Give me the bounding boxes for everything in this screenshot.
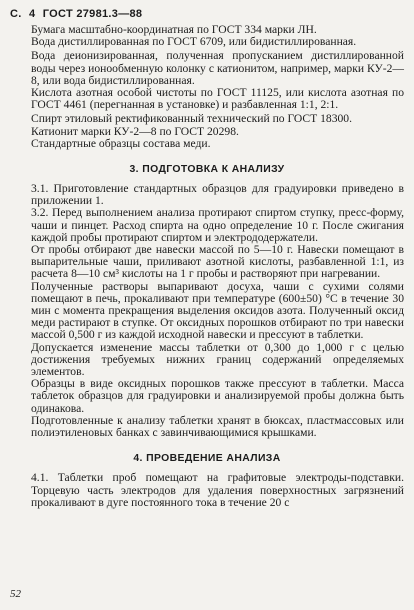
- section-3-paragraph: Допускается изменение массы таблетки от 0,300 до 1,000 г с целью достижения требуемых нижних границ содержаний определяемых элементов.: [31, 340, 404, 379]
- section-3-paragraph: Полученные растворы выпаривают досуха, чаши с сухими солями помещают в печь, прокаливают при температуре (600±50) °С в течение 30 мин с момента прекращения выделения оксидов азота. Полученный оксид меди растирают в ступке. От оксидных порошков отбирают по три навески массой 0,500 г из каждой исходной навески и прессуют в таблетки.: [31, 279, 404, 342]
- material-item: Спирт этиловый ректификованный технический по ГОСТ 18300.: [31, 112, 353, 126]
- section-3-paragraph: 3.2. Перед выполнением анализа протирают спиртом ступку, пресс-форму, чаши и пинцет. Расход спирта на одно определение 10 г. После сжигания каждой пробы протирают спиртом и электрододержатели.: [31, 206, 404, 244]
- section-3-paragraph: 3.1. Приготовление стандартных образцов для градуировки приведено в приложении 1.: [31, 182, 404, 208]
- material-item: Вода деионизированная, полученная пропусканием дистиллированной воды через ионообменную колонку с катионитом, например, марки КУ-2—8, или вода бидистиллированная.: [31, 49, 404, 87]
- running-header: [10, 8, 142, 20]
- section-4-paragraph: 4.1. Таблетки проб помещают на графитовые электроды-подставки. Торцевую часть электродов для удаления поверхностных загрязнений прокаливают в дуге постоянного тока в течение 20 с: [31, 471, 404, 509]
- material-item: Бумага масштабно-координатная по ГОСТ 334 марки ЛН.: [31, 23, 317, 36]
- section-3-heading: 3. ПОДГОТОВКА К АНАЛИЗУ: [129, 164, 285, 176]
- material-item: Катионит марки КУ-2—8 по ГОСТ 20298.: [31, 124, 239, 138]
- page-number-header: 4: [28, 8, 36, 20]
- section-4-heading: 4. ПРОВЕДЕНИЕ АНАЛИЗА: [133, 453, 281, 465]
- material-item: Вода дистиллированная по ГОСТ 6709, или бидистиллированная.: [31, 35, 357, 49]
- section-3-paragraph: Подготовленные к анализу таблетки хранят в бюксах, пластмассовых или полиэтиленовых банках с завинчивающимися крышками.: [31, 413, 404, 440]
- material-item: Стандартные образцы состава меди.: [31, 136, 211, 150]
- document-body: [0, 24, 414, 509]
- page-prefix: С.: [10, 8, 22, 20]
- material-item: Кислота азотная особой чистоты по ГОСТ 11125, или кислота азотная по ГОСТ 4461 (перегнанная в установке) и разбавленная 1:1, 2:1.: [31, 86, 404, 112]
- section-3-paragraph: От пробы отбирают две навески массой по 5—10 г. Навески помещают в выпарительные чаши, приливают азотной кислоты, разбавленной 1:1, из расчета 8—10 см³ кислоты на 1 г пробы и растворяют при нагревании.: [31, 243, 404, 281]
- page-footer-number: 52: [10, 588, 21, 600]
- section-3-paragraph: Образцы в виде оксидных порошков также прессуют в таблетки. Масса таблеток образцов для градуировки и анализируемой пробы должна быть одинакова.: [31, 377, 404, 415]
- standard-designation: ГОСТ 27981.3—88: [42, 8, 143, 20]
